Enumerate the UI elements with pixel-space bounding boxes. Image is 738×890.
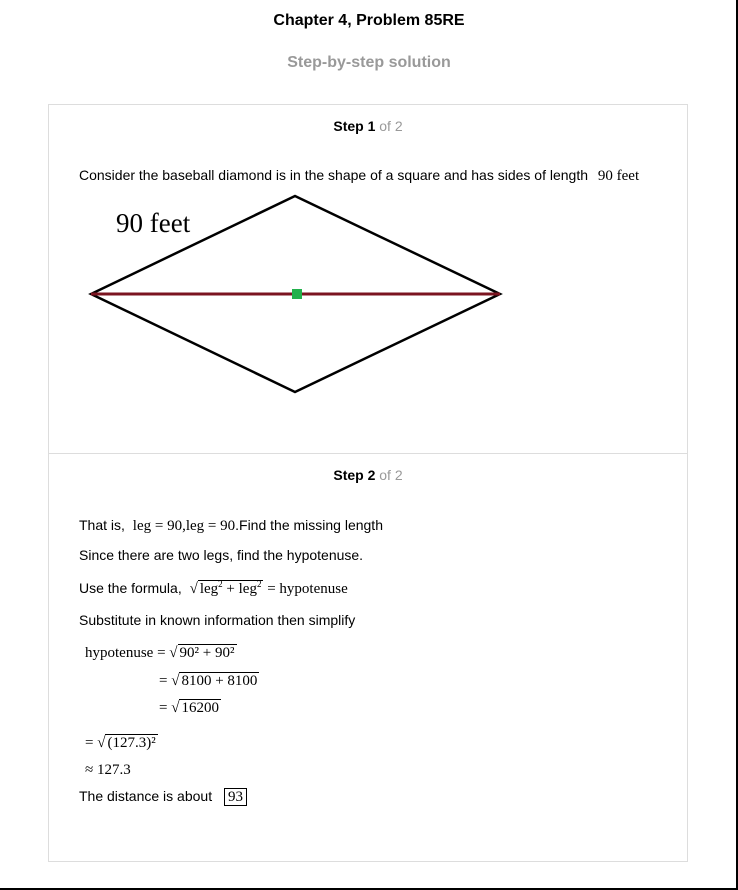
formula-result: = hypotenuse — [267, 581, 348, 597]
step2-header — [48, 467, 688, 483]
final-prefix: The distance is about — [79, 788, 213, 804]
step1-value: 90 feet — [597, 168, 640, 184]
page-title: Chapter 4, Problem 85RE — [273, 12, 465, 29]
math-row5: ≈ 127.3 — [85, 762, 131, 778]
step1-of: of 2 — [379, 118, 403, 134]
math-row4: = √ (127.3)² — [85, 735, 156, 751]
line1-math: leg = 90,leg = 90 — [132, 518, 236, 534]
row3-radicand: 16200 — [181, 700, 219, 716]
row2-radicand: 8100 + 8100 — [181, 673, 258, 689]
center-marker — [292, 289, 302, 299]
step2-line4: Substitute in known information then simplify — [79, 612, 356, 628]
line1-prefix: That is, — [79, 517, 125, 533]
line1-suffix: .Find the missing length — [235, 517, 383, 533]
row1-radicand: 90² + 90² — [179, 645, 235, 661]
page-subtitle: Step-by-step solution — [287, 54, 451, 71]
step2-final — [79, 788, 247, 806]
final-answer-box: 93 — [224, 788, 247, 806]
step2-line2: Since there are two legs, find the hypotenuse. — [79, 547, 364, 563]
step2-label: Step 2 — [333, 467, 376, 483]
line3-prefix: Use the formula, — [79, 580, 182, 596]
formula-math: √ leg$^2$ + leg$^2$ = hypotenuse — [189, 579, 348, 597]
step2-of: of 2 — [379, 467, 403, 483]
step2-line3 — [79, 579, 348, 598]
step1-sentence: Consider the baseball diamond is in the shape of a square and has sides of length — [79, 167, 589, 183]
step1-label: Step 1 — [333, 118, 376, 134]
row4-radicand: (127.3)² — [107, 735, 156, 751]
step2-line1 — [79, 517, 383, 535]
diagram-side-label: 90 feet — [116, 208, 191, 238]
math-row2: = √ 8100 + 8100 — [159, 673, 258, 689]
hyp-label: hypotenuse — [85, 645, 154, 661]
math-row1: hypotenuse = √ 90² + 90² — [85, 645, 235, 661]
math-row3: = √ 16200 — [159, 700, 219, 716]
